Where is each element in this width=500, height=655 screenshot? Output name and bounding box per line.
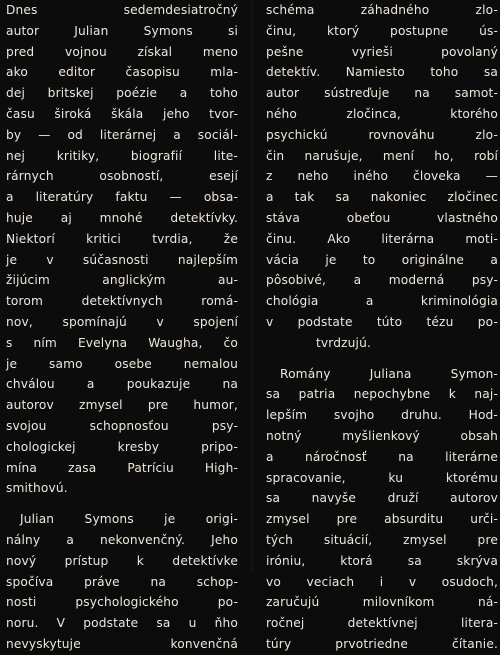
- text-line: rárnych osobností, esejí: [6, 169, 238, 184]
- text-line: tých situácií, zmysel pre: [266, 532, 498, 547]
- text-line: a literatúry faktu — obsa-: [6, 190, 238, 205]
- text-line: zaručujú milovníkom ná-: [266, 595, 498, 610]
- paragraph-right-2: [266, 364, 498, 655]
- text-line: lepším svojho druhu. Hod-: [266, 408, 498, 423]
- text-line: ročnej detektívnej litera-: [266, 616, 498, 631]
- text-line: zmysel pre absurditu urči-: [266, 512, 498, 527]
- text-line: autor sústreďuje na samot-: [266, 86, 498, 101]
- text-line: z neho iného človeka —: [266, 169, 498, 184]
- text-line: chologickej kresby pripo-: [6, 439, 238, 454]
- text-line: nálny a nekonvenčný. Jeho: [6, 532, 238, 547]
- text-line: autor Julian Symons si: [6, 23, 238, 38]
- text-line: nosti psychologického po-: [6, 595, 238, 610]
- paragraph-gap: [266, 354, 498, 364]
- paragraph-gap: [6, 499, 238, 509]
- paragraph-left-2: [6, 509, 238, 530]
- text-line: torom detektívnych romá-: [6, 294, 238, 309]
- text-line: sa patria nepochybne k naj-: [266, 387, 498, 402]
- text-line: chválou a poukazuje na: [6, 377, 238, 392]
- text-line: by — od literárnej a sociál-: [6, 127, 238, 142]
- text-line: mína zasa Patríciu High-: [6, 460, 238, 475]
- text-line: autorov zmysel pre humor,: [6, 398, 238, 413]
- text-line: a tak sa nakoniec zločinec: [266, 190, 498, 205]
- text-line: pred vojnou získal meno: [6, 44, 238, 59]
- text-line: iróniu, ktorá sa skrýva: [266, 553, 498, 568]
- text-line: nov, spomínajú v spojení: [6, 314, 238, 329]
- text-line: schéma záhadného zlo-: [266, 3, 498, 17]
- left-column: [6, 0, 238, 655]
- text-line: pôsobivé, a moderná psy-: [266, 273, 498, 288]
- text-line: noru. V podstate sa u ňho: [6, 616, 238, 631]
- paragraph-left-1: [6, 0, 238, 499]
- text-line: Dnes sedemdesiatročný: [6, 3, 238, 17]
- text-line: spočíva práve na schop-: [6, 574, 238, 589]
- paragraph-left-2-body: [6, 530, 238, 655]
- text-line: nevyskytuje konvenčná: [6, 636, 238, 651]
- text-line: chológia a kriminológia: [266, 294, 498, 309]
- text-line: pešne vyrieši povolaný: [266, 44, 498, 59]
- text-line: túry prvotriedne čítanie.: [266, 636, 498, 651]
- text-line: svojou schopnosťou psy-: [6, 418, 238, 433]
- text-line: dej britskej poézie a toho: [6, 86, 238, 101]
- text-line: Niektorí kritici tvrdia, že: [6, 231, 238, 246]
- text-line: žijúcim anglickým au-: [6, 273, 238, 288]
- text-line: Romány Juliana Symon-: [280, 366, 498, 381]
- text-line: huje aj mnohé detektívky.: [6, 210, 238, 225]
- text-line: spracovanie, ku ktorému: [266, 470, 498, 485]
- text-line: času široká škála jeho tvor-: [6, 106, 238, 121]
- text-line: s ním Evelyna Waugha, čo: [6, 335, 238, 350]
- text-line: nový prístup k detektívke: [6, 553, 238, 568]
- column-gutter: [250, 0, 253, 573]
- text-line: Julian Symons je origi-: [20, 512, 238, 527]
- text-line: nej kritiky, biografií lite-: [6, 148, 238, 163]
- text-line: činu, ktorý postupne ús-: [266, 23, 498, 38]
- text-line: notný myšlienkový obsah: [266, 428, 498, 443]
- right-column: [266, 0, 498, 655]
- text-line: stáva obeťou vlastného: [266, 210, 498, 225]
- text-line: je v súčasnosti najlepším: [6, 252, 238, 267]
- text-line: smithovú.: [6, 481, 68, 496]
- text-line: sa navyše druží autorov: [266, 491, 498, 506]
- text-line: tvrdzujú.: [316, 335, 371, 350]
- text-line: činu. Ako literárna moti-: [266, 231, 498, 246]
- text-line: psychickú rovnováhu zlo-: [266, 127, 498, 142]
- text-line: je samo osebe nemalou: [6, 356, 238, 371]
- paragraph-right-1: [266, 0, 498, 354]
- text-line: vo veciach i v osudoch,: [266, 574, 498, 589]
- text-line: vácia je to originálne a: [266, 252, 498, 267]
- text-line: čin narušuje, mení ho, robí: [266, 148, 498, 163]
- text-line: ako editor časopisu mla-: [6, 65, 238, 80]
- text-line: v podstate túto tézu po-: [266, 314, 498, 329]
- text-line: detektív. Namiesto toho sa: [266, 65, 498, 80]
- text-line: a náročnosť na literárne: [266, 449, 498, 464]
- text-line: ného zločinca, ktorého: [266, 106, 498, 121]
